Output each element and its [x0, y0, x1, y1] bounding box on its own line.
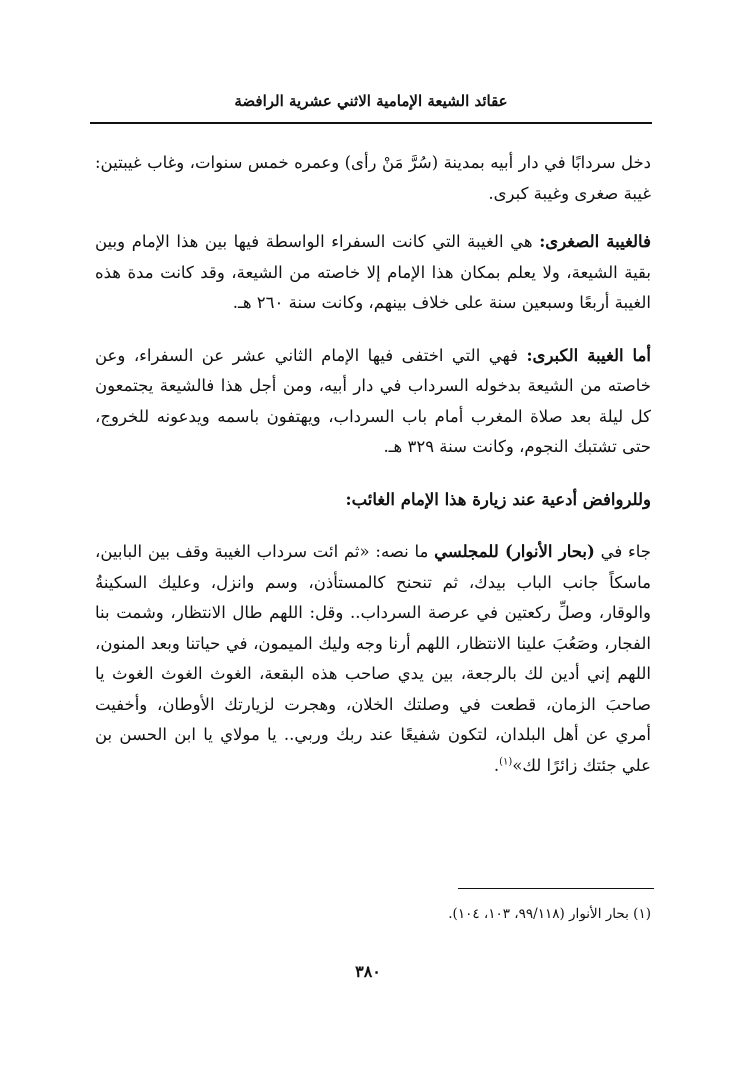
running-header: عقائد الشيعة الإمامية الاثني عشرية الرافضة: [234, 92, 508, 110]
paragraph-3-text: فهي التي اختفى فيها الإمام الثاني عشر عن السفراء، وعن خاصته من الشيعة بدخوله السرداب في دار أبيه، ومن أجل هذا فالشيعة يجتمعون كل ليلة بعد صلاة المغرب أمام باب السرداب، ويهتفون باسمه ويدعونه للخروج، حتى تشتبك النجوم، وكانت سنة ٣٢٩ هـ.: [95, 345, 651, 456]
paragraph-5-source: (بحار الأنوار) للمجلسي: [434, 542, 595, 561]
header-rule: [90, 122, 652, 124]
paragraph-5: [95, 537, 651, 781]
footnote-rule: [458, 888, 654, 889]
paragraph-3: [95, 341, 651, 463]
footnote-reference: (١): [499, 756, 513, 767]
paragraph-2: [95, 227, 651, 319]
paragraph-1: دخل سردابًا في دار أبيه بمدينة (سُرَّ مَنْ رأى) وعمره خمس سنوات، وغاب غيبتين: غيبة صغرى وغيبة كبرى.: [95, 153, 651, 203]
paragraph-3-heading: أما الغيبة الكبرى:: [526, 345, 651, 365]
body-text: [95, 148, 651, 803]
page-number: ٣٨٠: [355, 962, 381, 981]
paragraph-5-intro: جاء في: [594, 542, 651, 561]
paragraph-2-heading: فالغيبة الصغرى:: [539, 232, 651, 251]
paragraph-2-text: هي الغيبة التي كانت السفراء الواسطة فيها بين هذا الإمام وبين بقية الشيعة، ولا يعلم بمكان هذا الإمام إلا خاصته من الشيعة، وقد كانت مدة هذه الغيبة أربعًا وسبعين سنة على خلاف بينهم، وكانت سنة ٢٦٠ هـ.: [95, 232, 651, 312]
paragraph-5-quote: ما نصه: «ثم ائت سرداب الغيبة وقف بين البابين، ماسكاً جانب الباب بيدك، ثم تنحنح كالمستأذن، وسم وانزل، وعليك السكينةُ والوقار، وصلِّ ركعتين في عرصة السرداب.. وقل: اللهم طال الانتظار، وشمت بنا الفجار، وصَعُبَ علينا الانتظار، اللهم أرنا وجه وليك الميمون، في حياتنا وبعد المنون، اللهم إني أدين لك بالرجعة، بين يدي صاحب هذه البقعة، الغوث الغوث الغوث يا صاحبَ الزمان، قطعت في وصلتك الخلان، وهجرت لزيارتك الأوطان، وأخفيت أمري عن أهل البلدان، لتكون شفيعًا عند ربك وربي.. يا مولاي يا ابن الحسن بن علي جئتك زائرًا لك»: [95, 542, 651, 775]
paragraph-5-end: .: [493, 755, 500, 775]
paragraph-4-heading: وللروافض أدعية عند زيارة هذا الإمام الغائب:: [345, 489, 651, 509]
footnote: (١) بحار الأنوار (٩٩/١١٨، ١٠٣، ١٠٤).: [448, 906, 651, 922]
